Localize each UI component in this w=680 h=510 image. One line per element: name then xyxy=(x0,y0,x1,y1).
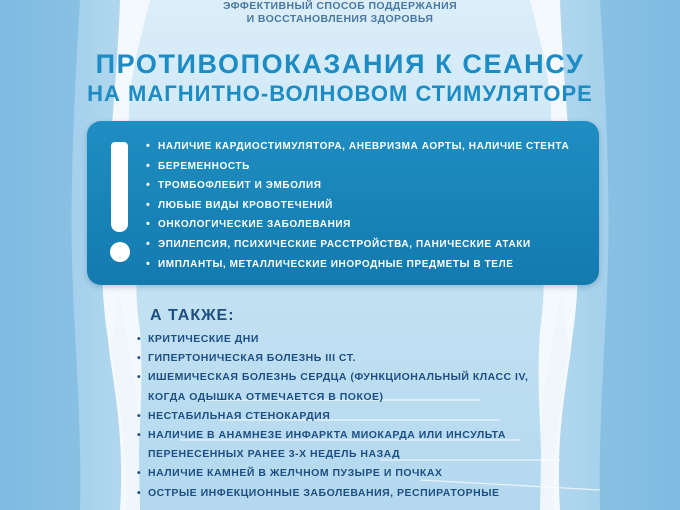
also-list-item xyxy=(137,349,528,368)
tagline-line-1: ЭФФЕКТИВНЫЙ СПОСОБ ПОДДЕРЖАНИЯ xyxy=(222,0,458,12)
panel-list-item: • НАЛИЧИЕ КАРДИОСТИМУЛЯТОРА, АНЕВРИЗМА АОРТЫ, НАЛИЧИЕ СТЕНТА xyxy=(146,137,569,157)
panel-list-item: • ЛЮБЫЕ ВИДЫ КРОВОТЕЧЕНИЙ xyxy=(146,196,569,216)
panel-list xyxy=(146,137,569,274)
bullet: • xyxy=(137,409,142,422)
also-list-item xyxy=(137,330,528,349)
also-heading: А ТАКЖЕ: xyxy=(150,307,235,324)
also-list-item xyxy=(137,464,528,483)
also-list-item xyxy=(137,484,528,503)
also-item-continuation: ПЕРЕНЕСЕННЫХ РАНЕЕ 3-Х НЕДЕЛЬ НАЗАД xyxy=(148,448,401,461)
panel-list-item: • ТРОМБОФЛЕБИТ И ЭМБОЛИЯ xyxy=(146,176,569,196)
exclamation-icon xyxy=(108,142,132,267)
bullet: • xyxy=(137,467,142,480)
exclamation-bar xyxy=(111,142,128,232)
exclamation-dot xyxy=(110,242,130,262)
also-list-item xyxy=(137,368,528,406)
also-item-text: ГИПЕРТОНИЧЕСКАЯ БОЛЕЗНЬ III СТ. xyxy=(148,352,356,365)
also-item-text: НАЛИЧИЕ В АНАМНЕЗЕ ИНФАРКТА МИОКАРДА ИЛИ ИНСУЛЬТА xyxy=(148,429,507,442)
tagline-line-2: И ВОССТАНОВЛЕНИЯ ЗДОРОВЬЯ xyxy=(246,13,434,25)
also-item-text: ОСТРЫЕ ИНФЕКЦИОННЫЕ ЗАБОЛЕВАНИЯ, РЕСПИРАТОРНЫЕ xyxy=(148,486,500,499)
also-item-text: ИШЕМИЧЕСКАЯ БОЛЕЗНЬ СЕРДЦА (ФУНКЦИОНАЛЬНЫЙ КЛАСС IV, xyxy=(148,371,529,384)
bullet: • xyxy=(137,371,142,384)
also-item-text: НЕСТАБИЛЬНАЯ СТЕНОКАРДИЯ xyxy=(148,409,331,422)
bullet: • xyxy=(137,486,142,499)
panel-list-item: • ИМПЛАНТЫ, МЕТАЛЛИЧЕСКИЕ ИНОРОДНЫЕ ПРЕДМЕТЫ В ТЕЛЕ xyxy=(146,255,569,275)
bullet: • xyxy=(137,429,142,442)
bullet: • xyxy=(137,333,142,345)
also-list xyxy=(137,330,528,503)
also-item-text: НАЛИЧИЕ КАМНЕЙ В ЖЕЛЧНОМ ПУЗЫРЕ И ПОЧКАХ xyxy=(148,467,443,480)
title-line-1: ПРОТИВОПОКАЗАНИЯ К СЕАНСУ xyxy=(95,49,585,79)
also-item-text: КРИТИЧЕСКИЕ ДНИ xyxy=(148,333,259,345)
panel-list-item: • ЭПИЛЕПСИЯ, ПСИХИЧЕСКИЕ РАССТРОЙСТВА, ПАНИЧЕСКИЕ АТАКИ xyxy=(146,235,569,255)
panel-list-item: • БЕРЕМЕННОСТЬ xyxy=(146,157,569,177)
page-title xyxy=(0,47,680,107)
panel-list-item: • ОНКОЛОГИЧЕСКИЕ ЗАБОЛЕВАНИЯ xyxy=(146,215,569,235)
tagline xyxy=(0,0,680,26)
title-line-2: НА МАГНИТНО-ВОЛНОВОМ СТИМУЛЯТОРЕ xyxy=(87,81,593,106)
also-item-continuation: КОГДА ОДЫШКА ОТМЕЧАЕТСЯ В ПОКОЕ) xyxy=(148,390,384,403)
also-list-item xyxy=(137,426,528,464)
also-list-item xyxy=(137,407,528,426)
bullet: • xyxy=(137,352,142,365)
